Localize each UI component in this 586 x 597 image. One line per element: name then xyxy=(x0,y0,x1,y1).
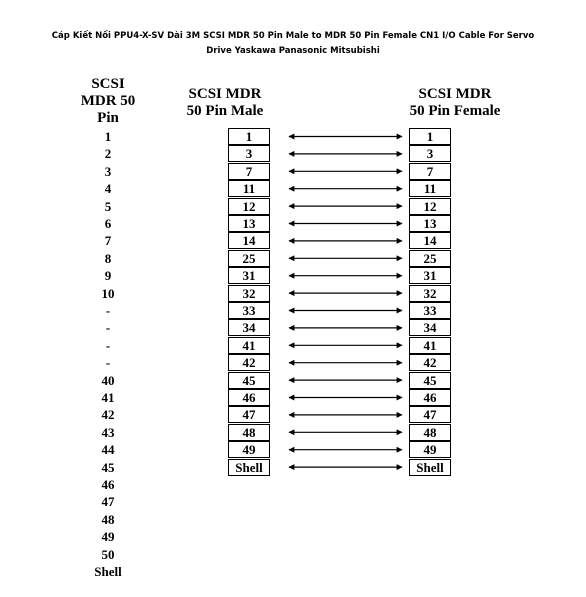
left-pin-label: - xyxy=(105,303,111,318)
left-pin-label: Shell xyxy=(94,564,122,579)
female-pin-cell: 31 xyxy=(409,267,451,284)
title-line-1: Cáp Kiết Nối PPU4-X-SV Dài 3M SCSI MDR 50 Pin Male to MDR 50 Pin Female CN1 I/O Cable For Servo xyxy=(51,31,535,41)
female-pin-cell: 32 xyxy=(409,285,451,302)
female-header-line: 50 Pin Female xyxy=(409,103,501,119)
male-pin-cell: 32 xyxy=(228,285,270,302)
left-pin-label: 44 xyxy=(101,442,115,458)
female-pin-cell: 12 xyxy=(409,198,451,215)
left-pin-label: 48 xyxy=(101,511,115,527)
male-pin-cell: 13 xyxy=(228,215,270,232)
male-header-line: SCSI MDR xyxy=(188,86,262,102)
left-pin-label: 49 xyxy=(101,529,115,545)
left-header-line: MDR 50 xyxy=(80,93,136,109)
female-pin-cell: 48 xyxy=(409,424,451,441)
male-pin-cell: 12 xyxy=(228,198,270,215)
male-pin-cell: 25 xyxy=(228,250,270,267)
left-pin-label: 4 xyxy=(104,181,112,197)
female-pin-cell: 7 xyxy=(409,163,451,180)
left-pin-label: 8 xyxy=(104,250,112,266)
female-pin-cell: 34 xyxy=(409,319,451,336)
left-pin-label: 47 xyxy=(101,494,115,510)
female-pin-cell: 13 xyxy=(409,215,451,232)
left-column-header xyxy=(78,76,138,127)
male-pin-cell: 41 xyxy=(228,337,270,354)
left-pin-label: 41 xyxy=(101,390,115,405)
female-header-line: SCSI MDR xyxy=(418,86,492,102)
left-pin-label: 45 xyxy=(101,459,115,475)
male-pin-cell: 1 xyxy=(228,128,270,145)
female-pin-cell: 11 xyxy=(409,180,451,197)
male-pin-cell: 48 xyxy=(228,424,270,441)
female-column-header xyxy=(405,86,505,120)
left-pin-label: - xyxy=(105,320,111,336)
female-pin-cell: 42 xyxy=(409,354,451,371)
left-pin-label: 5 xyxy=(104,198,112,214)
title-line-2: Drive Yaskawa Panasonic Mitsubishi xyxy=(206,46,380,56)
male-pin-cell: 45 xyxy=(228,372,270,389)
female-pin-cell: Shell xyxy=(409,459,451,476)
left-pin-label: 6 xyxy=(104,216,112,231)
left-pin-label: 7 xyxy=(104,233,112,249)
male-pin-cell: 34 xyxy=(228,319,270,336)
male-pin-cell: 7 xyxy=(228,163,270,180)
male-pin-cell: 11 xyxy=(228,180,270,197)
left-pin-label: 10 xyxy=(101,285,115,301)
male-pin-cell: 47 xyxy=(228,406,270,423)
male-pin-cell: Shell xyxy=(228,459,270,476)
female-pin-cell: 3 xyxy=(409,145,451,162)
left-pin-label: 9 xyxy=(104,268,112,284)
female-pin-cell: 45 xyxy=(409,372,451,389)
male-pin-cell: 49 xyxy=(228,441,270,458)
left-pin-label: 42 xyxy=(101,407,115,423)
left-header-line: SCSI xyxy=(91,76,125,92)
female-pin-cell: 33 xyxy=(409,302,451,319)
male-pin-cell: 31 xyxy=(228,267,270,284)
male-pin-cell: 14 xyxy=(228,232,270,249)
left-pin-label: 43 xyxy=(101,424,115,440)
female-pin-cell: 41 xyxy=(409,337,451,354)
male-column-header xyxy=(180,86,270,120)
female-pin-cell: 47 xyxy=(409,406,451,423)
left-pin-label: 40 xyxy=(101,372,115,388)
female-pin-cell: 49 xyxy=(409,441,451,458)
left-pin-label: 1 xyxy=(104,129,112,144)
left-pin-label: 3 xyxy=(104,163,112,179)
female-pin-cell: 14 xyxy=(409,232,451,249)
male-header-line: 50 Pin Male xyxy=(186,103,264,119)
left-pin-label: 50 xyxy=(101,546,115,562)
male-pin-cell: 46 xyxy=(228,389,270,406)
document-title xyxy=(40,29,546,59)
left-pin-label: - xyxy=(105,355,111,371)
male-pin-cell: 33 xyxy=(228,302,270,319)
female-pin-cell: 46 xyxy=(409,389,451,406)
male-pin-cell: 42 xyxy=(228,354,270,371)
left-pin-label: 46 xyxy=(101,477,115,492)
left-pin-label: 2 xyxy=(104,146,112,162)
female-pin-cell: 25 xyxy=(409,250,451,267)
female-pin-cell: 1 xyxy=(409,128,451,145)
male-pin-cell: 3 xyxy=(228,145,270,162)
left-header-line: Pin xyxy=(97,110,119,126)
left-pin-label: - xyxy=(105,337,111,353)
